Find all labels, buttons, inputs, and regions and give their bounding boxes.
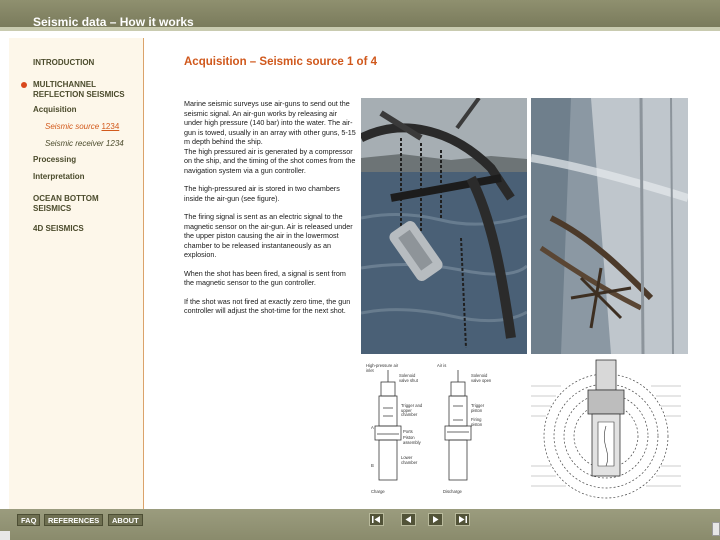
- nav-introduction[interactable]: INTRODUCTION: [33, 58, 95, 67]
- label-letter-b: B: [371, 463, 374, 468]
- label-solenoid-valve-shut: Solenoid valve shut: [399, 373, 418, 383]
- previous-page-icon: [405, 516, 412, 523]
- faq-button[interactable]: FAQ: [17, 514, 40, 526]
- air-gun-photo-illustration: [361, 98, 527, 354]
- paragraph: The high pressured air is generated by a compressor on the ship, and the timing of the shot comes from the navigation system via a gun controller.: [184, 146, 356, 175]
- previous-page-button[interactable]: [401, 513, 416, 526]
- scrollbar-fragment[interactable]: [712, 522, 720, 536]
- nav-seismic-receiver-label[interactable]: Seismic receiver: [45, 139, 104, 148]
- label-solenoid-valve-open: Solenoid valve open: [471, 373, 492, 383]
- ship-side-photo: [531, 98, 688, 354]
- paragraph: Marine seismic surveys use air-guns to send out the seismic signal. An air-gun works by releasing air under high pressure (140 bar) into the water. The air-gun is towed, usually in an array with other guns, 5-15 m depth behind the ship.: [184, 99, 356, 146]
- label-discharge: Discharge: [443, 489, 462, 494]
- nav-seismic-receiver-pages[interactable]: 1234: [105, 139, 124, 148]
- about-button[interactable]: ABOUT: [108, 514, 143, 526]
- paragraph: The high-pressured air is stored in two chambers inside the air-gun (see figure).: [184, 184, 340, 203]
- last-page-button[interactable]: [455, 513, 470, 526]
- body-text: [184, 99, 356, 325]
- nav-seismic-source[interactable]: [45, 122, 119, 132]
- label-ports: Ports: [403, 429, 413, 434]
- label-lower-chamber: Lower chamber: [401, 455, 418, 465]
- window-corner: [0, 531, 10, 540]
- air-gun-photo: [361, 98, 527, 354]
- air-bubble-drawing: [526, 356, 686, 502]
- last-page-icon: [458, 516, 467, 523]
- paragraph: If the shot was not fired at exactly zero time, the gun controller will adjust the shot-time for the next shot.: [184, 296, 351, 315]
- label-trigger-piston: Trigger piston: [471, 403, 485, 413]
- app-title: Seismic data – How it works: [33, 15, 194, 29]
- label-charge: Charge: [371, 489, 385, 494]
- nav-processing[interactable]: Processing: [33, 155, 77, 164]
- first-page-icon: [372, 516, 381, 523]
- ship-side-photo-illustration: [531, 98, 688, 354]
- label-firing-piston: Firing piston: [471, 417, 483, 427]
- paragraph: When the shot has been fired, a signal is sent from the magnetic sensor to the gun controller.: [184, 268, 346, 287]
- nav-interpretation[interactable]: Interpretation: [33, 172, 85, 181]
- nav-seismic-source-pages[interactable]: 1234: [101, 122, 120, 131]
- nav-4d-seismics[interactable]: 4D SEISMICS: [33, 224, 84, 233]
- next-page-button[interactable]: [428, 513, 443, 526]
- page-title: Acquisition – Seismic source 1 of 4: [184, 56, 378, 68]
- air-gun-cross-section-diagram: [363, 360, 519, 500]
- nav-multichannel-reflection-seismics[interactable]: MULTICHANNEL REFLECTION SEISMICS: [33, 80, 125, 99]
- nav-ocean-bottom-seismics[interactable]: OCEAN BOTTOM SEISMICS: [33, 194, 99, 213]
- label-letter-a: A: [371, 425, 374, 430]
- label-air-is: Air is: [437, 363, 447, 368]
- title-bar: [0, 0, 720, 31]
- nav-acquisition[interactable]: Acquisition: [33, 105, 77, 114]
- first-page-button[interactable]: [369, 513, 384, 526]
- nav-seismic-source-label[interactable]: Seismic source: [45, 122, 100, 131]
- nav-seismic-receiver[interactable]: [45, 139, 124, 149]
- label-piston-assembly: Piston assembly: [403, 435, 421, 445]
- label-high-pressure-air-inlet: High-pressure air inlet: [366, 363, 399, 373]
- paragraph: The firing signal is sent as an electric signal to the magnetic sensor on the air-gun. Air is released under the upper piston causing the air in the lowermost chamber to be released instantaneously as an explosion.: [184, 212, 353, 259]
- air-bubble-diagram: [526, 356, 686, 502]
- next-page-icon: [432, 516, 439, 523]
- references-button[interactable]: REFERENCES: [44, 514, 103, 526]
- current-section-bullet-icon: [21, 82, 27, 88]
- label-trigger-and-upper-chamber: Trigger and upper chamber: [401, 403, 423, 418]
